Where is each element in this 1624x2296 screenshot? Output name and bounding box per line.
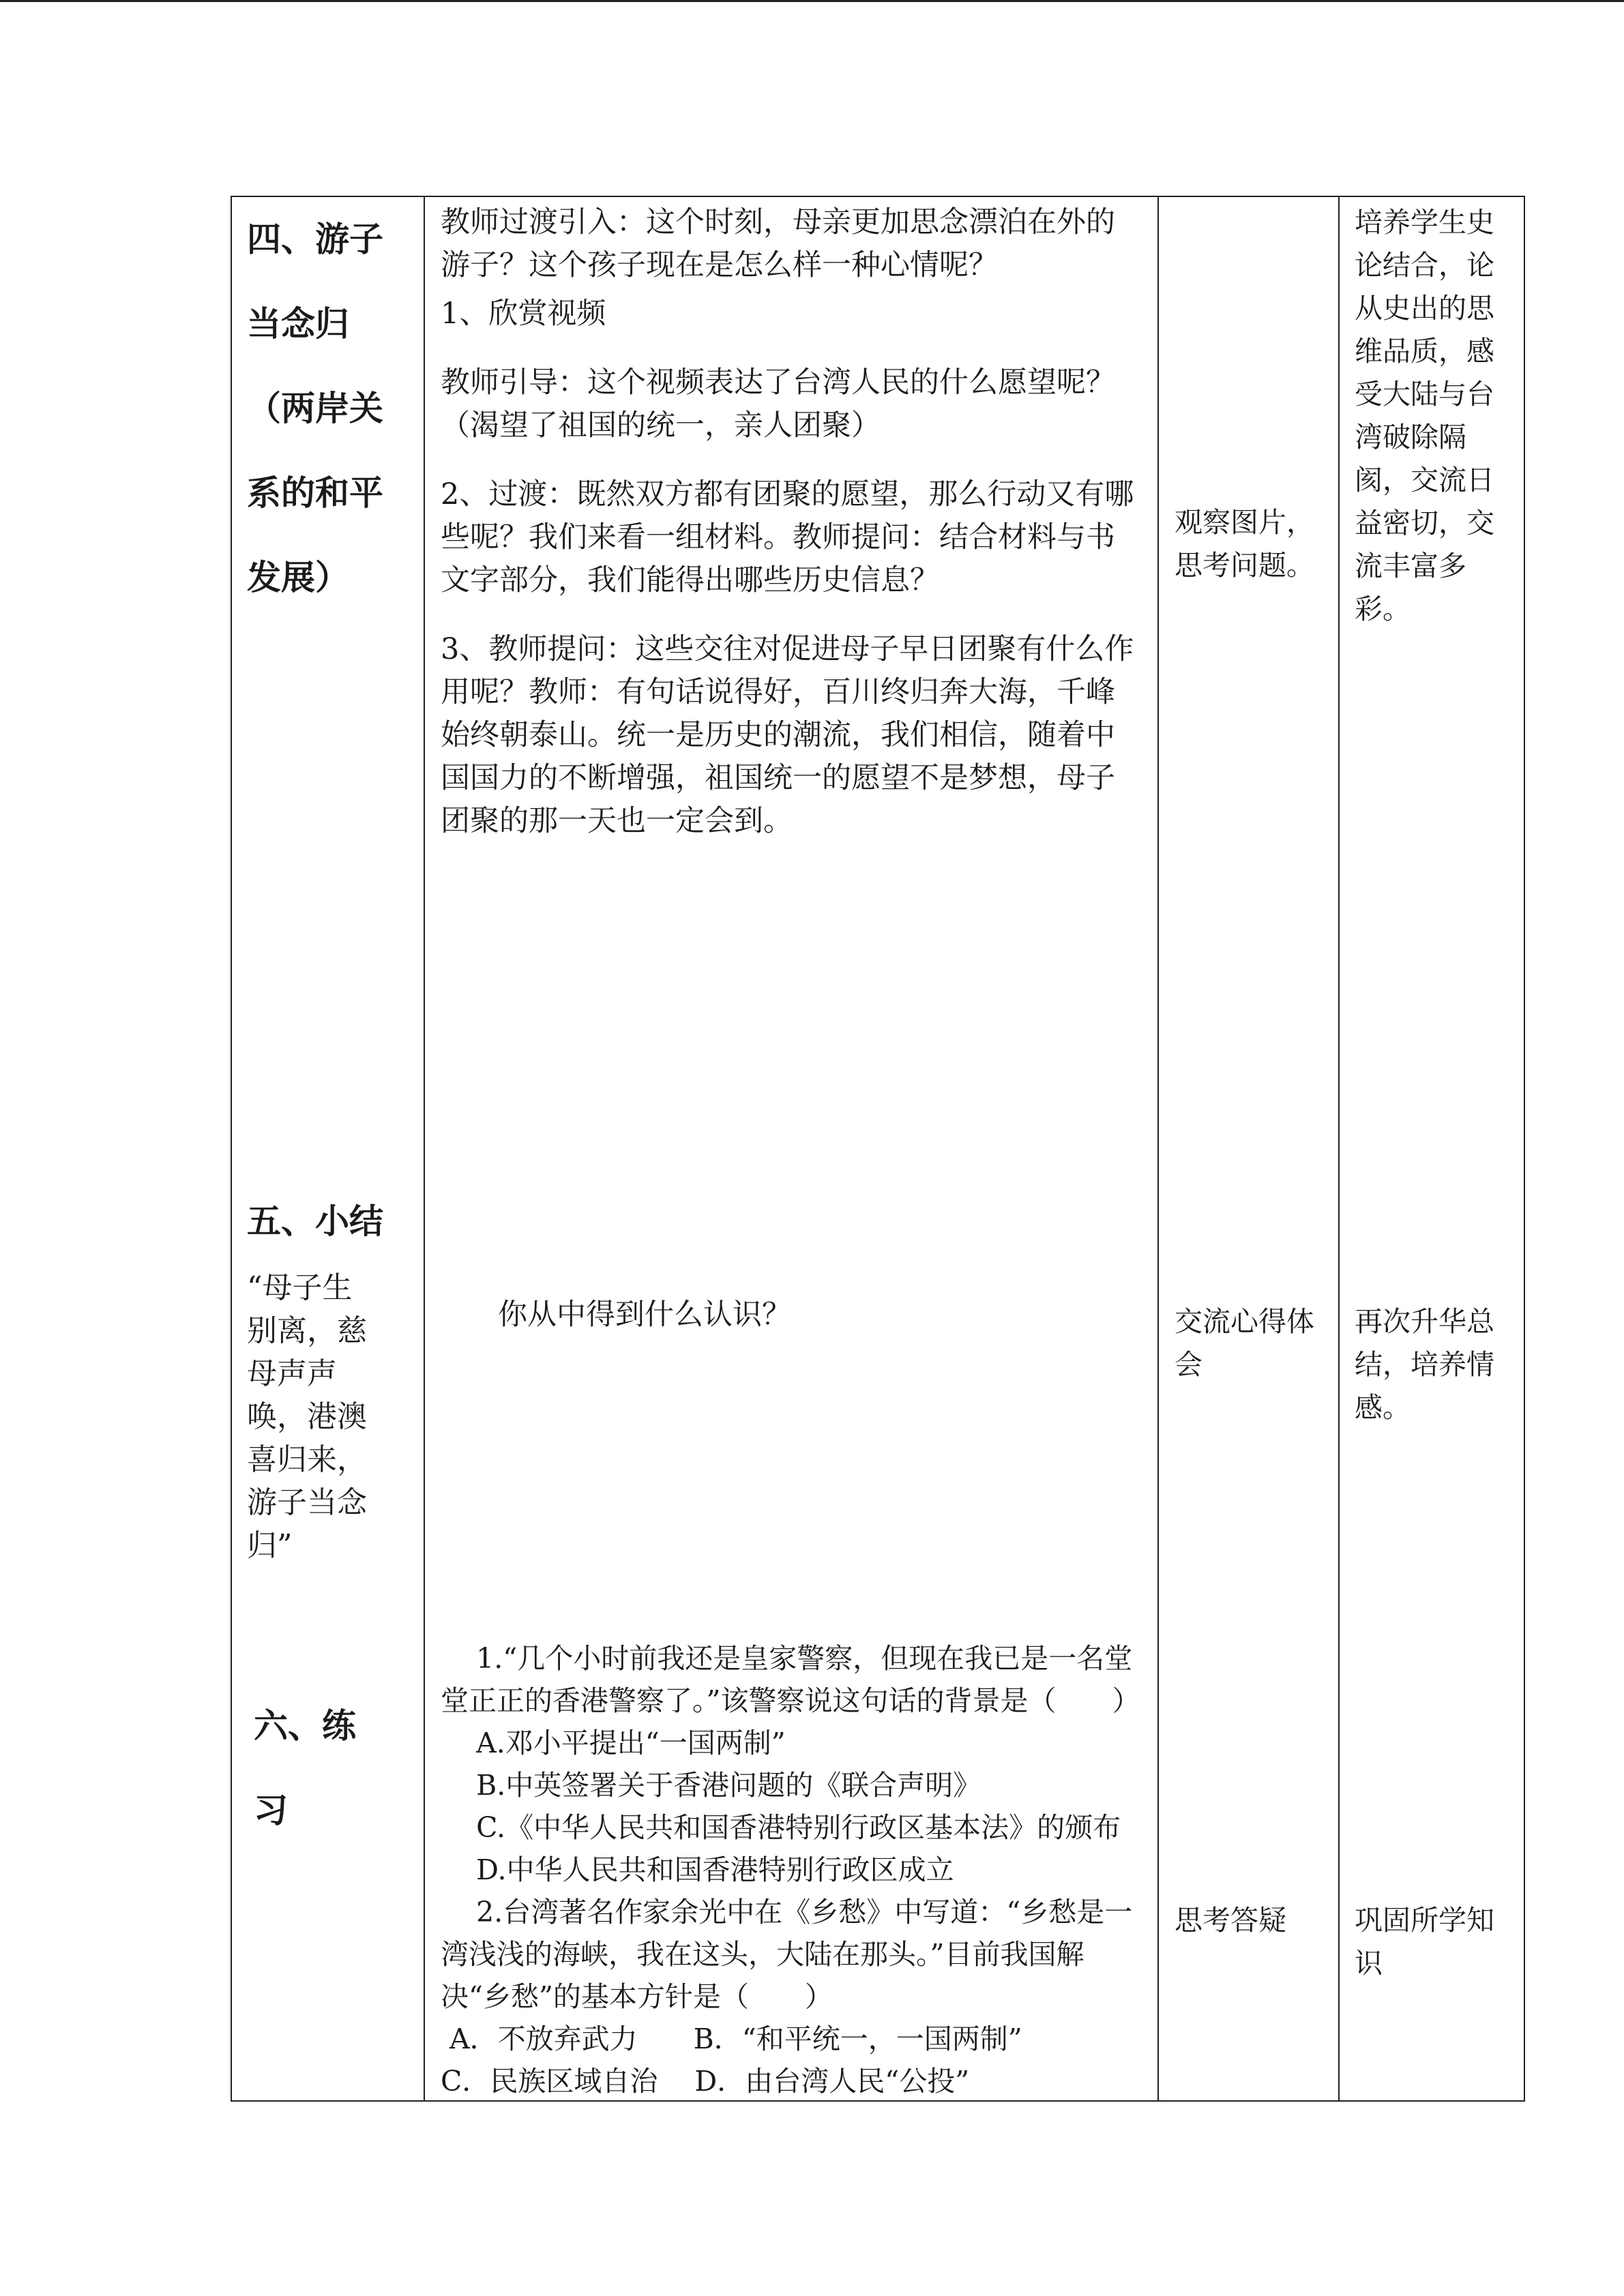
section4-step2: 2、过渡：既然双方都有团聚的愿望，那么行动又有哪些呢？我们来看一组材料。教师提问：结合材料与书文字部分，我们能得出哪些历史信息？ [441,477,1134,597]
exercise-1-option-c: C.《中华人民共和国香港特别行政区基本法》的颁布 [441,1811,1121,1844]
lesson-plan-table [231,196,1525,2102]
exercise-1-option-d: D.中华人民共和国香港特别行政区成立 [441,1853,954,1886]
exercise-1-option-b: B.中英签署关于香港问题的《联合声明》 [441,1769,981,1802]
section5-quote: “母子生 别离，慈 母声声 唤，港澳 喜归来， 游子当念 归” [247,1270,367,1563]
top-border-line [0,0,1624,2]
column-divider [424,197,425,2100]
exercise-1-option-a: A.邓小平提出“一国两制” [441,1727,786,1759]
section4-heading: 四、游子 当念归 （两岸关 系的和平 发展） [247,219,383,597]
section6-student-activity: 思考答疑 [1175,1904,1286,1937]
section4-design-intent: 培养学生史 论结合，论 从史出的思 维品质，感 受大陆与台 湾破除隔 阂，交流日 益密切，交 流丰富多 彩。 [1355,206,1494,625]
section4-step1: 1、欣赏视频 [441,297,606,331]
exercise-2-options-cd: C．民族区域自治 D．由台湾人民“公投” [441,2065,970,2098]
section4-guide: 教师引导：这个视频表达了台湾人民的什么愿望呢？（渴望了祖国的统一，亲人团聚） [441,366,1115,443]
section5-design-intent: 再次升华总 结，培养情 感。 [1355,1305,1494,1424]
exercise-2-options-ab: A．不放弃武力 B．“和平统一，一国两制” [441,2023,1022,2055]
section6-heading: 六、练 习 [254,1705,356,1830]
section5-content: 你从中得到什么认识？ [498,1298,791,1332]
column-divider [1157,197,1159,2100]
exercise-1-question: 1.“几个小时前我还是皇家警察，但现在我已是一名堂堂正正的香港警察了。”该警察说这句话的背景是（ ） [441,1642,1140,1717]
section4-intro: 教师过渡引入：这个时刻，母亲更加思念漂泊在外的游子？这个孩子现在是怎么样一种心情呢？ [441,205,1115,282]
section4-student-activity: 观察图片， 思考问题。 [1175,506,1314,582]
section6-design-intent: 巩固所学知 识 [1355,1904,1494,1980]
section6-exercises [441,1637,1143,2102]
section4-content [441,201,1143,843]
section5-student-activity: 交流心得体 会 [1175,1305,1314,1381]
column-divider [1338,197,1340,2100]
exercise-2-question: 2.台湾著名作家余光中在《乡愁》中写道：“乡愁是一湾浅浅的海峡，我在这头，大陆在那头。”目前我国解决“乡愁”的基本方针是（ ） [441,1896,1133,2013]
section5-heading: 五、小结 [247,1201,383,1241]
section4-step3: 3、教师提问：这些交往对促进母子早日团聚有什么作用呢？教师：有句话说得好，百川终归奔大海，千峰始终朝泰山。统一是历史的潮流，我们相信，随着中国国力的不断增强，祖国统一的愿望不是梦想，母子团聚的那一天也一定会到。 [441,632,1134,838]
